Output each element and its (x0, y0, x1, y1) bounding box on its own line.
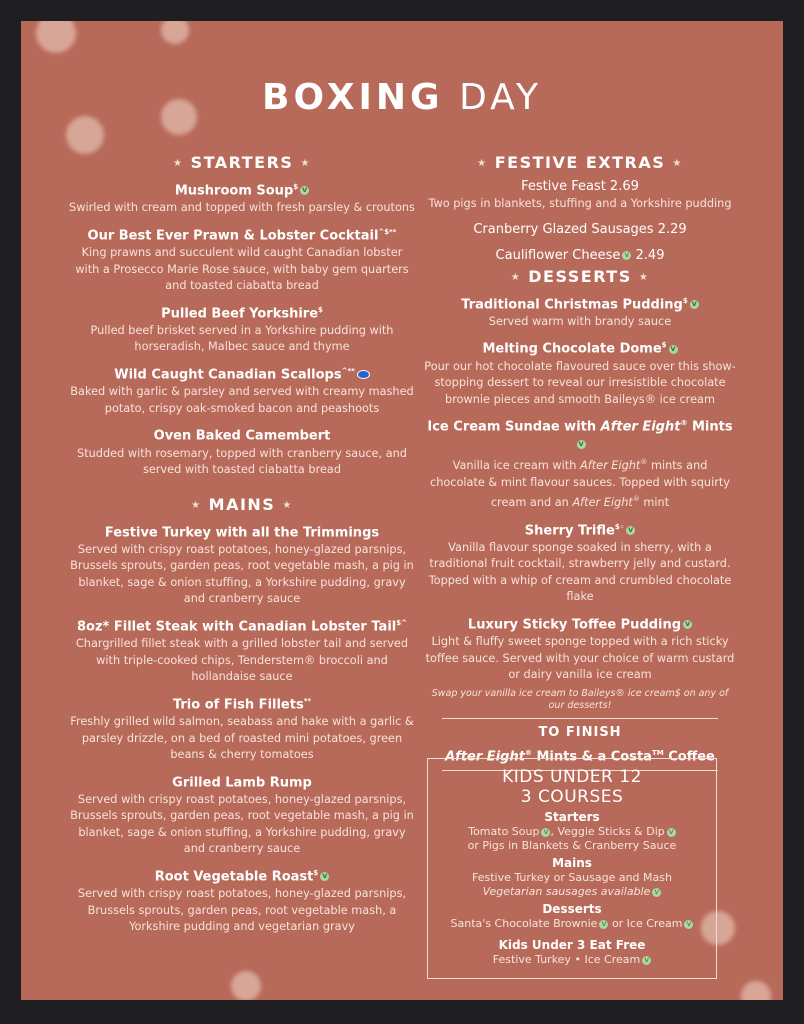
star-icon: ★ (191, 499, 202, 511)
star-icon: ★ (477, 158, 488, 169)
extra-cheese-name: Cauliflower Cheese (495, 247, 621, 263)
dish-name (69, 301, 415, 323)
star-icon: ★ (510, 271, 522, 283)
kids-mains-heading: Mains (552, 856, 592, 870)
kids-desserts-line (428, 917, 716, 931)
dish-name (69, 178, 415, 200)
dish-name-text: Traditional Christmas Pudding (461, 296, 683, 312)
kids-desserts-heading: Desserts (542, 902, 602, 916)
dish-name-text: Our Best Ever Prawn & Lobster Cocktail (87, 228, 379, 244)
swap-note: Swap your vanilla ice cream to Baileys® ice cream$ on any of our desserts! (431, 687, 729, 711)
divider (442, 718, 718, 719)
dish-name (424, 414, 736, 454)
finish-heading: TO FINISH (538, 724, 622, 740)
dish-name (69, 614, 415, 636)
desserts-heading (424, 267, 736, 286)
dish-name-text: Melting Chocolate Dome (482, 341, 662, 357)
starters-heading-text: STARTERS (190, 153, 294, 172)
kids-dessert-item: Santa's Chocolate Brownie (450, 917, 598, 930)
star-icon: ★ (282, 499, 293, 511)
mains-heading (69, 495, 415, 514)
kids-starter-item: , Veggie Sticks & Dip (550, 825, 665, 838)
kids-veg-note: Vegetarian sausages available (482, 885, 651, 898)
dish-description: Pulled beef brisket served in a Yorkshire pudding with horseradish, Malbec sauce and thyme (90, 323, 394, 354)
left-column (69, 153, 415, 936)
dish-name-text: Luxury Sticky Toffee Pudding (467, 617, 682, 633)
dish-name (69, 864, 415, 886)
kids-box (427, 758, 717, 979)
kids-starters-line: or Pigs in Blankets & Cranberry Sauce (467, 839, 677, 852)
kids-under3-line (428, 953, 716, 967)
vegetarian-icon: V (667, 828, 676, 837)
dish-mark: $ (682, 296, 688, 305)
right-column (424, 153, 736, 777)
kids-dessert-item: or Ice Cream (611, 917, 683, 930)
registered-mark: ® (640, 458, 648, 467)
dish-name (424, 518, 736, 540)
dish-name-text: Oven Baked Camembert (153, 428, 331, 444)
registered-mark: ® (680, 419, 688, 428)
dish-mark: ** (303, 696, 312, 705)
finish-text: Mints & a Costa (536, 749, 652, 764)
extra-cheese (424, 247, 736, 265)
kids-mains-line: Festive Turkey or Sausage and Mash (472, 871, 672, 884)
dish-name (69, 362, 415, 384)
kids-subheading: 3 COURSES (520, 787, 624, 807)
registered-mark: ® (632, 495, 640, 504)
finish-brand: After Eight (445, 749, 525, 764)
kids-under3-item: Festive Turkey (492, 953, 571, 966)
separator-dot: • (574, 953, 581, 966)
dish-name-text: Root Vegetable Roast (154, 869, 314, 885)
dish-name-text: Wild Caught Canadian Scallops (114, 367, 342, 383)
blue-fish-icon (357, 370, 370, 379)
dish-description: Pour our hot chocolate flavoured sauce over this show-stopping dessert to reveal our irresistible chocolate brownie pieces and smooth Baileys® ice cream (424, 359, 736, 406)
bokeh-decoration (36, 21, 76, 53)
sundae-name-pre: Ice Cream Sundae with (427, 419, 597, 435)
vegetarian-icon: V (652, 888, 661, 897)
dish-name-text: Trio of Fish Fillets (172, 697, 304, 713)
extras-heading (424, 153, 736, 172)
dish-mark: $ (293, 183, 299, 191)
dish-name (69, 223, 415, 245)
sundae-desc-part: Vanilla ice cream with (452, 459, 577, 473)
dish-description: Freshly grilled wild salmon, seabass and hake with a garlic & parsley drizzle, on a bed of roasted mini potatoes, green beans & cherry tomatoes (70, 715, 414, 762)
dish-name (424, 336, 736, 358)
sundae-desc-brand: After Eight (579, 459, 641, 473)
finish-tail: Coffee (668, 749, 715, 764)
dish-mark: $^ (396, 618, 407, 627)
bokeh-decoration (741, 981, 771, 1000)
dish-name-text: Festive Turkey with all the Trimmings (104, 524, 380, 540)
mains-heading-text: MAINS (208, 494, 276, 514)
dish-description: Swirled with cream and topped with fresh parsley & croutons (69, 201, 415, 215)
title-light: DAY (459, 77, 542, 118)
dish-name (424, 612, 736, 634)
vegetarian-icon: V (578, 440, 584, 449)
kids-starter-item: Tomato Soup (468, 825, 540, 838)
trademark-mark: TM (651, 748, 664, 757)
dish-description: Vanilla flavour sponge soaked in sherry, with a traditional fruit cocktail, strawberry jelly and custard. Topped with a whip of cream and crumbled chocolate flake (428, 540, 732, 604)
sundae-description (424, 454, 736, 511)
menu-page (21, 21, 783, 1000)
dish-mark: $ (661, 341, 667, 350)
dish-mark: ^$** (378, 227, 397, 236)
dish-mark: $ (318, 305, 323, 314)
dish-description: Served with crispy roast potatoes, honey-glazed parsnips, Brussels sprouts, garden peas, root vegetable mash, a pig in blanket, sage & onion stuffing, a Yorkshire pudding, gravy and cranberry sauce (70, 542, 414, 606)
dish-mark: $ (313, 868, 319, 877)
dish-description: King prawns and succulent wild caught Canadian lobster with a Prosecco Marie Rose sauce, with baby gem quarters and toasted ciabatta bread (75, 246, 409, 293)
extra-sausages: Cranberry Glazed Sausages 2.29 (473, 221, 687, 237)
dish-name (69, 423, 415, 445)
vegetarian-icon: V (670, 344, 676, 353)
star-icon: ★ (173, 158, 184, 169)
bokeh-decoration (66, 116, 104, 154)
extra-feast: Festive Feast 2.69 (521, 179, 639, 194)
vegetarian-icon: V (642, 956, 651, 965)
kids-under3-item: Ice Cream (584, 953, 641, 966)
dish-description: Studded with rosemary, topped with cranberry sauce, and served with toasted ciabatta bread (77, 446, 407, 477)
vegetarian-icon: V (302, 186, 308, 195)
sundae-name-post: Mints (691, 419, 733, 435)
dish-name-text: Mushroom Soup (174, 183, 294, 199)
dish-mark: $◦ (614, 522, 625, 531)
extra-cheese-price: 2.49 (635, 247, 665, 263)
page-title (21, 77, 783, 118)
starters-heading (69, 153, 415, 172)
dish-mark: ^** (341, 366, 355, 375)
dish-name-text: Grilled Lamb Rump (172, 774, 312, 790)
dish-name (69, 520, 415, 542)
star-icon: ★ (672, 158, 683, 169)
bokeh-decoration (231, 971, 261, 1000)
vegetarian-icon: V (599, 920, 608, 929)
dish-name (69, 770, 415, 792)
title-bold: BOXING (262, 77, 444, 118)
vegetarian-icon: V (541, 828, 550, 837)
kids-mains-line (428, 885, 716, 899)
bokeh-decoration (161, 21, 189, 44)
kids-starters-heading: Starters (544, 810, 600, 824)
star-icon: ★ (300, 158, 311, 169)
vegetarian-icon: V (691, 299, 697, 308)
vegetarian-icon: V (322, 872, 328, 881)
dish-name-text: 8oz* Fillet Steak with Canadian Lobster Tail (77, 619, 397, 635)
vegetarian-icon: V (685, 620, 691, 629)
kids-starters-line (428, 825, 716, 839)
dish-name-text: Pulled Beef Yorkshire (161, 305, 319, 321)
kids-heading: KIDS UNDER 12 (502, 767, 642, 787)
dish-description: Served warm with brandy sauce (488, 314, 672, 328)
vegetarian-icon: V (628, 525, 634, 534)
dish-description: Chargrilled fillet steak with a grilled lobster tail and served with triple-cooked chips, Tenderstem® broccoli and hollandaise sauce (75, 637, 409, 684)
vegetarian-icon: V (622, 251, 631, 260)
sundae-name-brand: After Eight (600, 419, 681, 435)
kids-under3-heading: Kids Under 3 Eat Free (498, 938, 646, 952)
vegetarian-icon: V (684, 920, 693, 929)
dish-description: Baked with garlic & parsley and served with creamy mashed potato, crispy oak-smoked bacon and peashoots (70, 385, 414, 415)
extra-feast-description: Two pigs in blankets, stuffing and a Yorkshire pudding (428, 197, 732, 210)
registered-mark: ® (524, 748, 532, 757)
star-icon: ★ (638, 271, 650, 283)
extras-heading-text: FESTIVE EXTRAS (494, 153, 666, 172)
dish-name-text: Sherry Trifle (524, 522, 615, 538)
sundae-desc-part: mint (643, 496, 670, 510)
dish-description: Served with crispy roast potatoes, honey-glazed parsnips, Brussels sprouts, garden peas, root vegetable mash, a Yorkshire pudding and vegetarian gravy (77, 887, 407, 934)
dish-description: Served with crispy roast potatoes, honey-glazed parsnips, Brussels sprouts, garden peas, root vegetable mash, a pig in blanket, sage & onion stuffing, a Yorkshire pudding, gravy and cranberry sauce (70, 792, 414, 856)
dish-description: Light & fluffy sweet sponge topped with a rich sticky toffee sauce. Served with your choice of warm custard or dairy vanilla ice cream (425, 635, 735, 682)
desserts-heading-text: DESSERTS (528, 266, 632, 286)
sundae-desc-part: mints and chocolate & mint flavour sauces. Topped with squirty cream and an (429, 459, 730, 510)
dish-name (69, 692, 415, 714)
sundae-desc-brand: After Eight (572, 496, 633, 510)
dish-name (424, 292, 736, 314)
